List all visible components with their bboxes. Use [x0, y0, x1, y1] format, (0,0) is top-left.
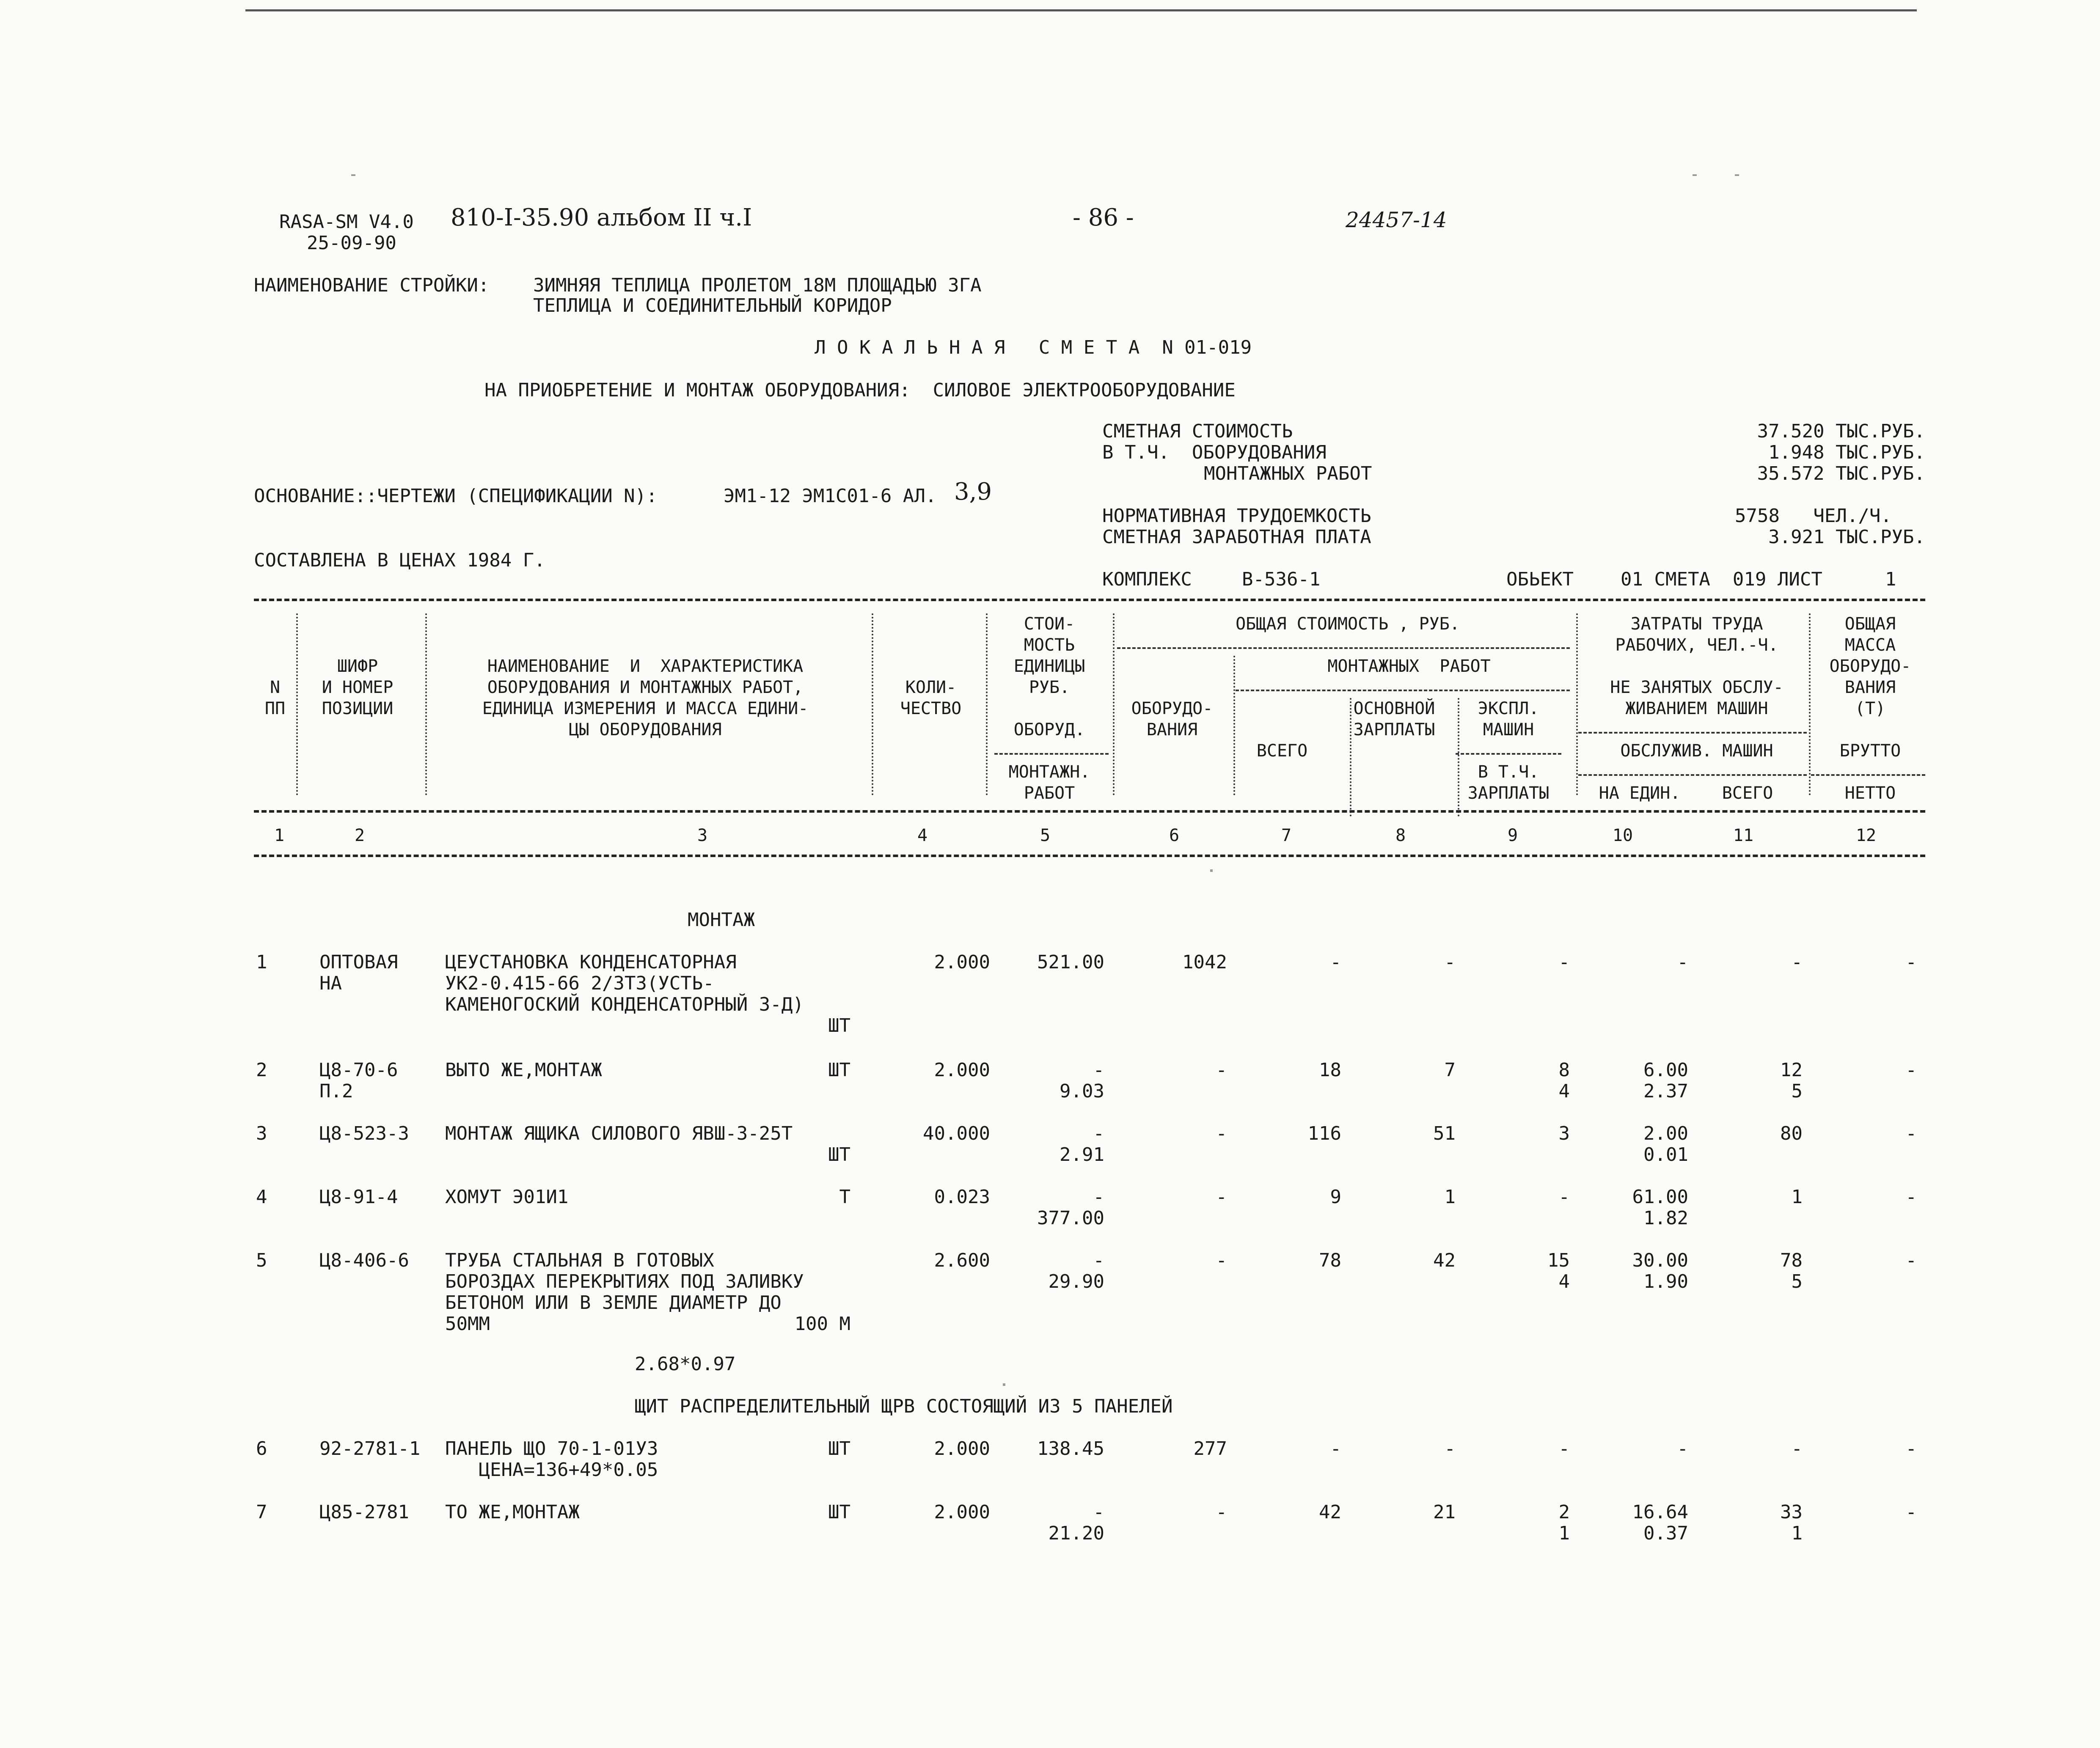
col-num: 5 [1040, 826, 1051, 845]
row-machines: - [1558, 1186, 1570, 1208]
column-numbers-rule [254, 855, 1925, 857]
col-num: 9 [1507, 826, 1518, 845]
row-equip-cost: - [1216, 1186, 1227, 1208]
col-num: 8 [1395, 826, 1406, 845]
row-labor-total: 78 [1780, 1250, 1803, 1271]
row-labor-per-unit: 30.00 [1632, 1250, 1688, 1271]
row-machines: - [1558, 1438, 1570, 1459]
header-rule [1578, 774, 1807, 776]
row-code: 92-2781-1 [319, 1438, 421, 1459]
col-header-total: ВСЕГО [1256, 741, 1308, 761]
document-number: 24457-14 [1346, 208, 1447, 232]
col-header-mass-net: НЕТТО [1844, 783, 1896, 803]
row-machines: 8 [1558, 1059, 1570, 1081]
scan-speck [351, 174, 355, 176]
summary-wage-value: 3.921 ТЫС.РУБ. [1768, 526, 1925, 548]
row-labor-per-unit: 61.00 [1632, 1186, 1688, 1208]
header-col-divider [986, 613, 988, 795]
scan-speck [1735, 174, 1739, 176]
row-total: 9 [1330, 1186, 1341, 1208]
col-header-wage: ОСНОВНОЙ ЗАРПЛАТЫ [1353, 699, 1435, 739]
header-col-divider [872, 613, 873, 795]
col-num: 12 [1855, 826, 1877, 845]
row-unit-price: 138.45 [1037, 1438, 1104, 1459]
table-top-rule [254, 599, 1925, 601]
row-code: Ц85-2781 [319, 1501, 409, 1523]
row-unit: ШТ [828, 1438, 850, 1459]
row-equip-cost: - [1216, 1059, 1227, 1081]
row-mass: - [1905, 1438, 1917, 1459]
row-wage: 42 [1433, 1250, 1456, 1271]
row-number: 3 [256, 1123, 267, 1144]
row-number: 2 [256, 1059, 267, 1081]
row-mass: - [1905, 951, 1917, 973]
row-labor-total: 12 [1780, 1059, 1803, 1081]
col-header-unit-price-mount: МОНТАЖН. РАБОТ [1008, 762, 1090, 803]
object-value: 01 СМЕТА 019 ЛИСТ [1621, 569, 1822, 590]
row-machines-wage: 1 [1558, 1523, 1570, 1544]
col-header-n: N ПП [264, 678, 286, 718]
row-total: 116 [1307, 1123, 1341, 1144]
row-unit: Т [839, 1186, 850, 1208]
col-header-mass: ОБЩАЯ МАССА ОБОРУДО- ВАНИЯ (Т) [1829, 614, 1911, 718]
row-unit-price-mount: 9.03 [1060, 1080, 1104, 1102]
row-labor-per-unit-mach: 0.37 [1643, 1523, 1688, 1544]
col-header-code: ШИФР И НОМЕР ПОЗИЦИИ [322, 657, 394, 718]
row-code: Ц8-523-3 [319, 1123, 409, 1144]
header-col-divider [296, 613, 298, 795]
row-unit-price: - [1093, 1123, 1104, 1144]
row-name: ВЫТО ЖЕ,МОНТАЖ [445, 1059, 602, 1081]
summary-mount-value: 35.572 ТЫС.РУБ. [1757, 463, 1925, 484]
row-number: 7 [256, 1501, 267, 1523]
row-qty: 2.000 [934, 1438, 990, 1459]
row-labor-per-unit: 6.00 [1643, 1059, 1688, 1081]
row-qty: 2.000 [934, 1501, 990, 1523]
header-rule [1117, 647, 1570, 649]
header-col-divider [1576, 613, 1578, 795]
row-unit-price: 521.00 [1037, 951, 1104, 973]
row-name: ХОМУТ Э01И1 [445, 1186, 569, 1208]
document-title: Л О К А Л Ь Н А Я С М Е Т А N 01-019 [815, 337, 1252, 358]
col-header-labor-sub2: ОБСЛУЖИВ. МАШИН [1620, 741, 1773, 761]
section-montazh: МОНТАЖ [688, 909, 755, 931]
row-machines-wage: 4 [1558, 1271, 1570, 1292]
row-labor-per-unit-mach: 1.90 [1643, 1271, 1688, 1292]
col-header-qty: КОЛИ- ЧЕСТВО [900, 678, 962, 718]
scan-edge-line [245, 9, 1917, 11]
row-unit-price: - [1093, 1250, 1104, 1271]
summary-wage-label: СМЕТНАЯ ЗАРАБОТНАЯ ПЛАТА [1102, 526, 1371, 548]
row-machines: 15 [1547, 1250, 1570, 1271]
col-num: 6 [1169, 826, 1180, 845]
row-labor-total: - [1791, 951, 1803, 973]
col-header-labor: ЗАТРАТЫ ТРУДА РАБОЧИХ, ЧЕЛ.-Ч. [1615, 614, 1778, 655]
col-num: 4 [917, 826, 928, 845]
section-formula: 2.68*0.97 [635, 1353, 736, 1375]
col-num: 2 [354, 826, 365, 845]
header-col-divider [1350, 698, 1351, 816]
row-mass: - [1905, 1501, 1917, 1523]
row-labor-per-unit: - [1677, 1438, 1688, 1459]
row-total: - [1330, 1438, 1341, 1459]
complex-value: В-536-1 [1242, 569, 1321, 590]
row-unit-price: - [1093, 1501, 1104, 1523]
row-mass: - [1905, 1186, 1917, 1208]
sheet-number: 1 [1885, 569, 1896, 590]
scan-speck [1693, 174, 1697, 176]
basis-handwritten: 3,9 [954, 478, 992, 506]
header-col-divider [1233, 656, 1235, 795]
object-label: ОБЬЕКТ [1506, 569, 1574, 590]
col-num: 10 [1612, 826, 1633, 845]
scan-speck [1003, 1383, 1005, 1386]
row-unit-price-mount: 21.20 [1048, 1523, 1104, 1544]
row-labor-per-unit-mach: 2.37 [1643, 1080, 1688, 1102]
col-header-mass-gross: БРУТТО [1839, 741, 1901, 761]
col-header-unit-price: СТОИ- МОСТЬ ЕДИНИЦЫ РУБ. [1013, 614, 1085, 697]
row-unit-price-mount: 29.90 [1048, 1271, 1104, 1292]
row-labor-total: - [1791, 1438, 1803, 1459]
row-qty: 0.023 [934, 1186, 990, 1208]
row-labor-per-unit: 2.00 [1643, 1123, 1688, 1144]
basis-label: ОСНОВАНИЕ::ЧЕРТЕЖИ (СПЕЦИФИКАЦИИ N): [254, 485, 658, 507]
row-unit: ШТ [828, 1501, 850, 1523]
price-base: СОСТАВЛЕНА В ЦЕНАХ 1984 Г. [254, 550, 545, 571]
row-unit: ШТ [828, 1015, 850, 1036]
row-equip-cost: 277 [1193, 1438, 1227, 1459]
row-labor-total: 33 [1780, 1501, 1803, 1523]
header-bottom-rule [254, 810, 1925, 813]
row-unit-price: - [1093, 1186, 1104, 1208]
row-name: ПАНЕЛЬ ЩО 70-1-01У3 ЦЕНА=136+49*0.05 [445, 1438, 658, 1481]
row-total: 18 [1319, 1059, 1341, 1081]
row-wage: 51 [1433, 1123, 1456, 1144]
header-col-divider [1809, 613, 1811, 795]
col-header-name: НАИМЕНОВАНИЕ И ХАРАКТЕРИСТИКА ОБОРУДОВАНИЯ И МОНТАЖНЫХ РАБОТ, ЕДИНИЦА ИЗМЕРЕНИЯ И МАССА ЕДИНИ- ЦЫ ОБОРУДОВАНИЯ [482, 657, 809, 739]
summary-labor-label: НОРМАТИВНАЯ ТРУДОЕМКОСТЬ [1102, 505, 1371, 527]
row-labor-per-unit: - [1677, 951, 1688, 973]
row-labor-per-unit-mach: 1.82 [1643, 1207, 1688, 1229]
row-wage: 7 [1444, 1059, 1456, 1081]
document-subtitle: НА ПРИОБРЕТЕНИЕ И МОНТАЖ ОБОРУДОВАНИЯ: СИЛОВОЕ ЭЛЕКТРООБОРУДОВАНИЕ [484, 379, 1236, 401]
header-col-divider [1113, 613, 1115, 795]
project-name-line1: ЗИМНЯЯ ТЕПЛИЦА ПРОЛЕТОМ 18М ПЛОЩАДЬЮ 3ГА [533, 275, 982, 296]
page-number: - 86 - [1073, 204, 1134, 231]
col-header-labor-sub: НЕ ЗАНЯТЫХ ОБСЛУ- ЖИВАНИЕМ МАШИН [1610, 678, 1783, 718]
album-ref: 810-I-35.90 альбом II ч.I [451, 204, 752, 231]
header-rule [1811, 774, 1925, 776]
header-rule [1456, 753, 1561, 755]
row-labor-total: 80 [1780, 1123, 1803, 1144]
row-wage: 21 [1433, 1501, 1456, 1523]
header-rule [1578, 732, 1807, 734]
row-number: 6 [256, 1438, 267, 1459]
row-mass: - [1905, 1250, 1917, 1271]
col-num: 3 [697, 826, 708, 845]
col-header-unit-price-equip: ОБОРУД. [1013, 720, 1085, 739]
row-name: ЦЕУСТАНОВКА КОНДЕНСАТОРНАЯ УК2-0.415-66 2/3Т3(УСТЬ- КАМЕНОГОСКИЙ КОНДЕНСАТОРНЫЙ З-Д) [445, 951, 804, 1015]
summary-equip-value: 1.948 ТЫС.РУБ. [1768, 442, 1925, 463]
row-wage: 1 [1444, 1186, 1456, 1208]
row-wage: - [1444, 951, 1456, 973]
row-number: 4 [256, 1186, 267, 1208]
row-unit: ШТ [828, 1144, 850, 1165]
row-qty: 2.600 [934, 1250, 990, 1271]
project-label: НАИМЕНОВАНИЕ СТРОЙКИ: [254, 275, 490, 296]
row-labor-per-unit-mach: 0.01 [1643, 1144, 1688, 1165]
summary-equip-label: В Т.Ч. ОБОРУДОВАНИЯ [1102, 442, 1327, 463]
program-date: 25-09-90 [307, 232, 396, 254]
row-qty: 40.000 [923, 1123, 990, 1144]
col-num: 1 [274, 826, 285, 845]
row-wage: - [1444, 1438, 1456, 1459]
row-labor-total-mach: 5 [1791, 1271, 1803, 1292]
section-panel: ЩИТ РАСПРЕДЕЛИТЕЛЬНЫЙ ЩРВ СОСТОЯЩИЙ ИЗ 5 ПАНЕЛЕЙ [635, 1396, 1173, 1417]
row-total: 78 [1319, 1250, 1341, 1271]
row-labor-total-mach: 1 [1791, 1523, 1803, 1544]
row-labor-total-mach: 5 [1791, 1080, 1803, 1102]
row-qty: 2.000 [934, 1059, 990, 1081]
row-mass: - [1905, 1059, 1917, 1081]
row-unit-price: - [1093, 1059, 1104, 1081]
row-unit: ШТ [828, 1059, 850, 1081]
row-machines: 2 [1558, 1501, 1570, 1523]
row-machines-wage: 4 [1558, 1080, 1570, 1102]
row-unit-price-mount: 377.00 [1037, 1207, 1104, 1229]
summary-mount-label: МОНТАЖНЫХ РАБОТ [1204, 463, 1372, 484]
header-col-divider [425, 613, 427, 795]
col-header-machines-wage: В Т.Ч. ЗАРПЛАТЫ [1467, 762, 1550, 803]
col-num: 7 [1281, 826, 1292, 845]
program-id: RASA-SM V4.0 [279, 211, 414, 233]
project-name-line2: ТЕПЛИЦА И СОЕДИНИТЕЛЬНЫЙ КОРИДОР [533, 295, 892, 316]
row-unit-price-mount: 2.91 [1060, 1144, 1104, 1165]
row-machines: - [1558, 951, 1570, 973]
row-machines: 3 [1558, 1123, 1570, 1144]
col-header-mount: МОНТАЖНЫХ РАБОТ [1327, 657, 1491, 676]
row-total: 42 [1319, 1501, 1341, 1523]
row-code: Ц8-406-6 [319, 1250, 409, 1271]
row-equip-cost: 1042 [1182, 951, 1227, 973]
row-labor-per-unit: 16.64 [1632, 1501, 1688, 1523]
row-qty: 2.000 [934, 951, 990, 973]
row-total: - [1330, 951, 1341, 973]
row-equip-cost: - [1216, 1501, 1227, 1523]
summary-labor-value: 5758 ЧЕЛ./Ч. [1735, 505, 1892, 527]
header-col-divider [1458, 698, 1459, 816]
header-rule [1236, 690, 1570, 691]
col-header-labor-total: ВСЕГО [1722, 783, 1773, 803]
complex-label: КОМПЛЕКС [1102, 569, 1192, 590]
row-labor-total: 1 [1791, 1186, 1803, 1208]
col-header-total-cost: ОБЩАЯ СТОИМОСТЬ , РУБ. [1236, 614, 1460, 634]
row-equip-cost: - [1216, 1123, 1227, 1144]
summary-cost-label: СМЕТНАЯ СТОИМОСТЬ [1102, 421, 1293, 442]
basis-value: ЭМ1-12 ЭМ1С01-6 АЛ. [724, 485, 937, 507]
col-header-equip: ОБОРУДО- ВАНИЯ [1131, 699, 1213, 739]
row-name: МОНТАЖ ЯЩИКА СИЛОВОГО ЯВШ-3-25Т [445, 1123, 793, 1144]
row-unit: 100 М [794, 1313, 850, 1335]
summary-cost-value: 37.520 ТЫС.РУБ. [1757, 421, 1925, 442]
row-number: 1 [256, 951, 267, 973]
row-equip-cost: - [1216, 1250, 1227, 1271]
col-header-per-unit: НА ЕДИН. [1599, 783, 1681, 803]
row-code: Ц8-70-6 П.2 [319, 1059, 398, 1102]
row-mass: - [1905, 1123, 1917, 1144]
row-number: 5 [256, 1250, 267, 1271]
row-code: ОПТОВАЯ НА [319, 951, 398, 994]
scan-speck [1210, 869, 1213, 872]
row-name: ТО ЖЕ,МОНТАЖ [445, 1501, 580, 1523]
row-code: Ц8-91-4 [319, 1186, 398, 1208]
row-name: ТРУБА СТАЛЬНАЯ В ГОТОВЫХ БОРОЗДАХ ПЕРЕКРЫТИЯХ ПОД ЗАЛИВКУ БЕТОНОМ ИЛИ В ЗЕМЛЕ ДИАМЕТР ДО 50ММ [445, 1250, 804, 1335]
col-num: 11 [1733, 826, 1754, 845]
col-header-machines: ЭКСПЛ. МАШИН [1478, 699, 1539, 739]
header-rule [994, 753, 1109, 755]
